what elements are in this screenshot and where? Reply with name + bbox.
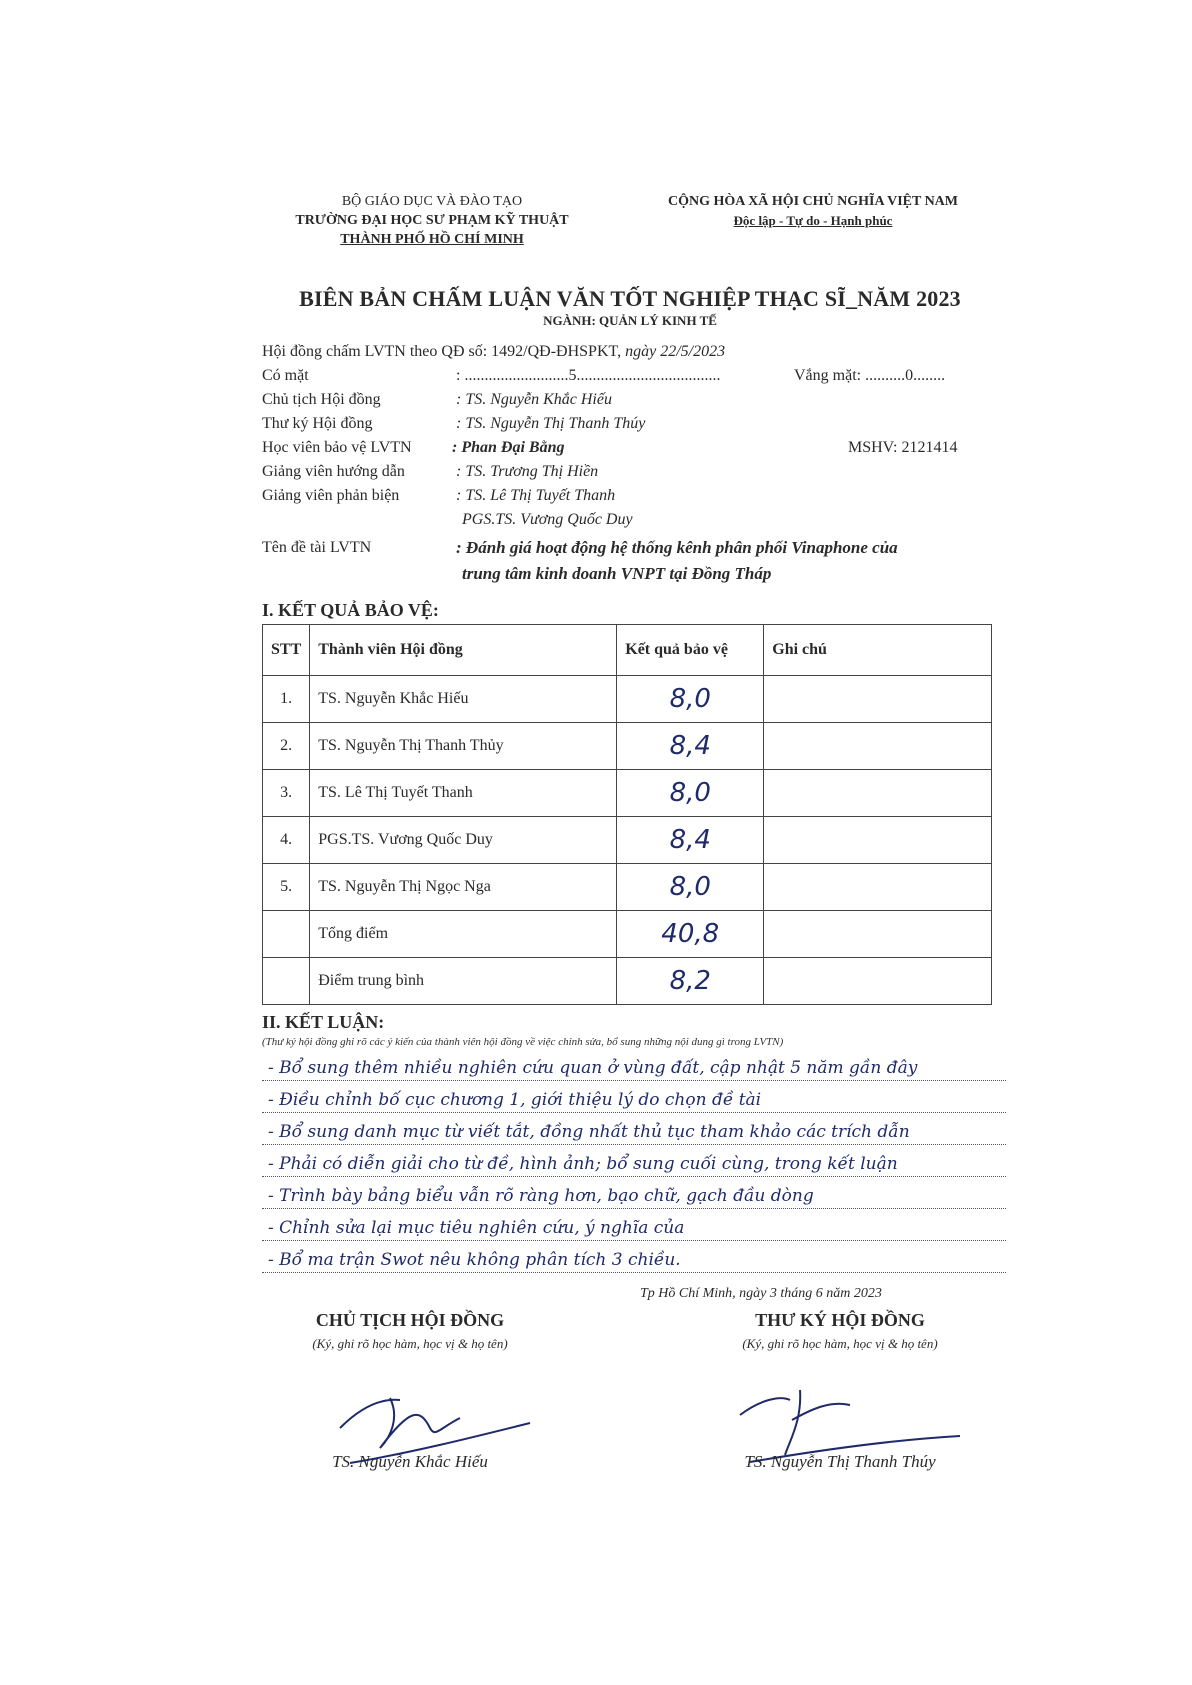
row-stt: 4. bbox=[263, 817, 310, 864]
national-header bbox=[628, 192, 998, 230]
row-member: TS. Nguyễn Thị Thanh Thủy bbox=[310, 723, 617, 770]
topic-label: Tên đề tài LVTN bbox=[262, 539, 372, 556]
conclusion-line bbox=[262, 1212, 1006, 1241]
average-value: 8,2 bbox=[617, 958, 764, 1005]
secretary-label: Thư ký Hội đồng bbox=[262, 415, 373, 432]
row-score: 8,4 bbox=[617, 817, 764, 864]
conclusion-text: - Điều chỉnh bố cục chương 1, giới thiệu lý do chọn đề tài bbox=[268, 1090, 762, 1110]
average-stt-cell bbox=[263, 958, 310, 1005]
total-label: Tổng điểm bbox=[310, 911, 617, 958]
decision-date: ngày 22/5/2023 bbox=[625, 343, 726, 360]
conclusion-line bbox=[262, 1084, 1006, 1113]
topic-value-1: : Đánh giá hoạt động hệ thống kênh phân phối Vinaphone của bbox=[456, 538, 898, 557]
advisor-label: Giảng viên hướng dẫn bbox=[262, 463, 405, 480]
conclusion-line bbox=[262, 1180, 1006, 1209]
table-row bbox=[263, 676, 992, 723]
secretary-value: : TS. Nguyễn Thị Thanh Thúy bbox=[456, 415, 646, 432]
section-conclusion-heading: II. KẾT LUẬN: bbox=[262, 1012, 385, 1032]
average-note-cell bbox=[764, 958, 992, 1005]
row-note bbox=[764, 676, 992, 723]
conclusion-line bbox=[262, 1052, 1006, 1081]
secretary-signature-sub: (Ký, ghi rõ học hàm, học vị & họ tên) bbox=[742, 1336, 938, 1351]
chair-signature-title: CHỦ TỊCH HỘI ĐỒNG bbox=[315, 1310, 505, 1330]
conclusion-text: - Bổ sung thêm nhiều nghiên cứu quan ở vùng đất, cập nhật 5 năm gần đây bbox=[268, 1058, 918, 1078]
header-member: Thành viên Hội đồng bbox=[310, 625, 617, 676]
institution-header bbox=[262, 192, 602, 249]
row-score: 8,4 bbox=[617, 723, 764, 770]
total-stt-cell bbox=[263, 911, 310, 958]
row-stt: 1. bbox=[263, 676, 310, 723]
student-id: MSHV: 2121414 bbox=[848, 439, 958, 456]
total-row bbox=[263, 911, 992, 958]
secretary-name: TS. Nguyễn Thị Thanh Thúy bbox=[744, 1452, 936, 1471]
ministry-name: BỘ GIÁO DỤC VÀ ĐÀO TẠO bbox=[341, 194, 523, 209]
row-score: 8,0 bbox=[617, 676, 764, 723]
table-row bbox=[263, 864, 992, 911]
chair-value: : TS. Nguyễn Khắc Hiếu bbox=[456, 391, 612, 408]
advisor-value: : TS. Trương Thị Hiền bbox=[456, 463, 599, 480]
decision-label: Hội đồng chấm LVTN theo QĐ số: 1492/QĐ-ĐHSPKT, bbox=[262, 343, 622, 360]
row-stt: 2. bbox=[263, 723, 310, 770]
section-results-heading: I. KẾT QUẢ BẢO VỆ: bbox=[262, 600, 439, 620]
row-note bbox=[764, 817, 992, 864]
place-date: Tp Hồ Chí Minh, ngày 3 tháng 6 năm 2023 bbox=[640, 1286, 882, 1301]
national-motto: Độc lập - Tự do - Hạnh phúc bbox=[733, 213, 893, 228]
total-value: 40,8 bbox=[617, 911, 764, 958]
present-label: Có mặt bbox=[262, 367, 309, 384]
row-member: TS. Nguyễn Khắc Hiếu bbox=[310, 676, 617, 723]
row-member: PGS.TS. Vương Quốc Duy bbox=[310, 817, 617, 864]
chair-signature-sub: (Ký, ghi rõ học hàm, học vị & họ tên) bbox=[312, 1336, 508, 1351]
header-stt: STT bbox=[263, 625, 310, 676]
conclusion-line bbox=[262, 1244, 1006, 1273]
student-label: Học viên bảo vệ LVTN bbox=[262, 439, 412, 456]
major-line: NGÀNH: QUẢN LÝ KINH TẾ bbox=[543, 313, 717, 328]
total-note-cell bbox=[764, 911, 992, 958]
conclusion-text: - Trình bày bảng biểu vẫn rõ ràng hơn, bạo chữ, gạch đầu dòng bbox=[268, 1186, 814, 1206]
reviewer-value-2: PGS.TS. Vương Quốc Duy bbox=[462, 511, 633, 528]
topic-value-2: trung tâm kinh doanh VNPT tại Đồng Tháp bbox=[462, 564, 772, 583]
row-note bbox=[764, 770, 992, 817]
chair-label: Chủ tịch Hội đồng bbox=[262, 391, 381, 408]
table-row bbox=[263, 723, 992, 770]
row-score: 8,0 bbox=[617, 770, 764, 817]
decision-line bbox=[262, 340, 725, 364]
header-note: Ghi chú bbox=[764, 625, 992, 676]
info-block bbox=[262, 340, 1002, 600]
reviewer-value-1: : TS. Lê Thị Tuyết Thanh bbox=[456, 487, 616, 504]
average-label: Điểm trung bình bbox=[310, 958, 617, 1005]
secretary-signature-title: THƯ KÝ HỘI ĐỒNG bbox=[755, 1310, 925, 1330]
conclusion-text: - Bổ ma trận Swot nêu không phân tích 3 chiều. bbox=[268, 1250, 681, 1270]
conclusion-instruction: (Thư ký hội đồng ghi rõ các ý kiến của thành viên hội đồng về việc chỉnh sửa, bổ sung những nội dung gì trong LVTN) bbox=[262, 1036, 784, 1048]
average-row bbox=[263, 958, 992, 1005]
row-member: TS. Lê Thị Tuyết Thanh bbox=[310, 770, 617, 817]
university-name: TRƯỜNG ĐẠI HỌC SƯ PHẠM KỸ THUẬT bbox=[295, 213, 569, 228]
conclusion-text: - Bổ sung danh mục từ viết tắt, đồng nhất thủ tục tham khảo các trích dẫn bbox=[268, 1122, 910, 1142]
document-title: BIÊN BẢN CHẤM LUẬN VĂN TỐT NGHIỆP THẠC SĨ_NĂM 2023 bbox=[299, 286, 961, 311]
row-score: 8,0 bbox=[617, 864, 764, 911]
row-stt: 5. bbox=[263, 864, 310, 911]
row-member: TS. Nguyễn Thị Ngọc Nga bbox=[310, 864, 617, 911]
header-score: Kết quả bảo vệ bbox=[617, 625, 764, 676]
table-row bbox=[263, 770, 992, 817]
conclusion-text: - Phải có diễn giải cho từ đề, hình ảnh; bổ sung cuối cùng, trong kết luận bbox=[268, 1154, 898, 1174]
republic-name: CỘNG HÒA XÃ HỘI CHỦ NGHĨA VIỆT NAM bbox=[667, 194, 958, 209]
table-row bbox=[263, 817, 992, 864]
results-table bbox=[262, 624, 992, 1005]
conclusion-line bbox=[262, 1148, 1006, 1177]
conclusion-line bbox=[262, 1116, 1006, 1145]
conclusion-text: - Chỉnh sửa lại mục tiêu nghiên cứu, ý nghĩa của bbox=[268, 1218, 685, 1238]
row-note bbox=[764, 864, 992, 911]
student-value: : Phan Đại Bằng bbox=[452, 439, 565, 456]
table-header-row bbox=[263, 625, 992, 676]
row-stt: 3. bbox=[263, 770, 310, 817]
chair-name: TS. Nguyễn Khắc Hiếu bbox=[332, 1452, 488, 1471]
present-value: : ..........................5.................................... bbox=[456, 367, 721, 384]
university-city: THÀNH PHỐ HỒ CHÍ MINH bbox=[340, 232, 524, 247]
reviewer-label: Giảng viên phản biện bbox=[262, 487, 400, 504]
row-note bbox=[764, 723, 992, 770]
absent-field: Vắng mặt: ..........0........ bbox=[794, 367, 946, 384]
